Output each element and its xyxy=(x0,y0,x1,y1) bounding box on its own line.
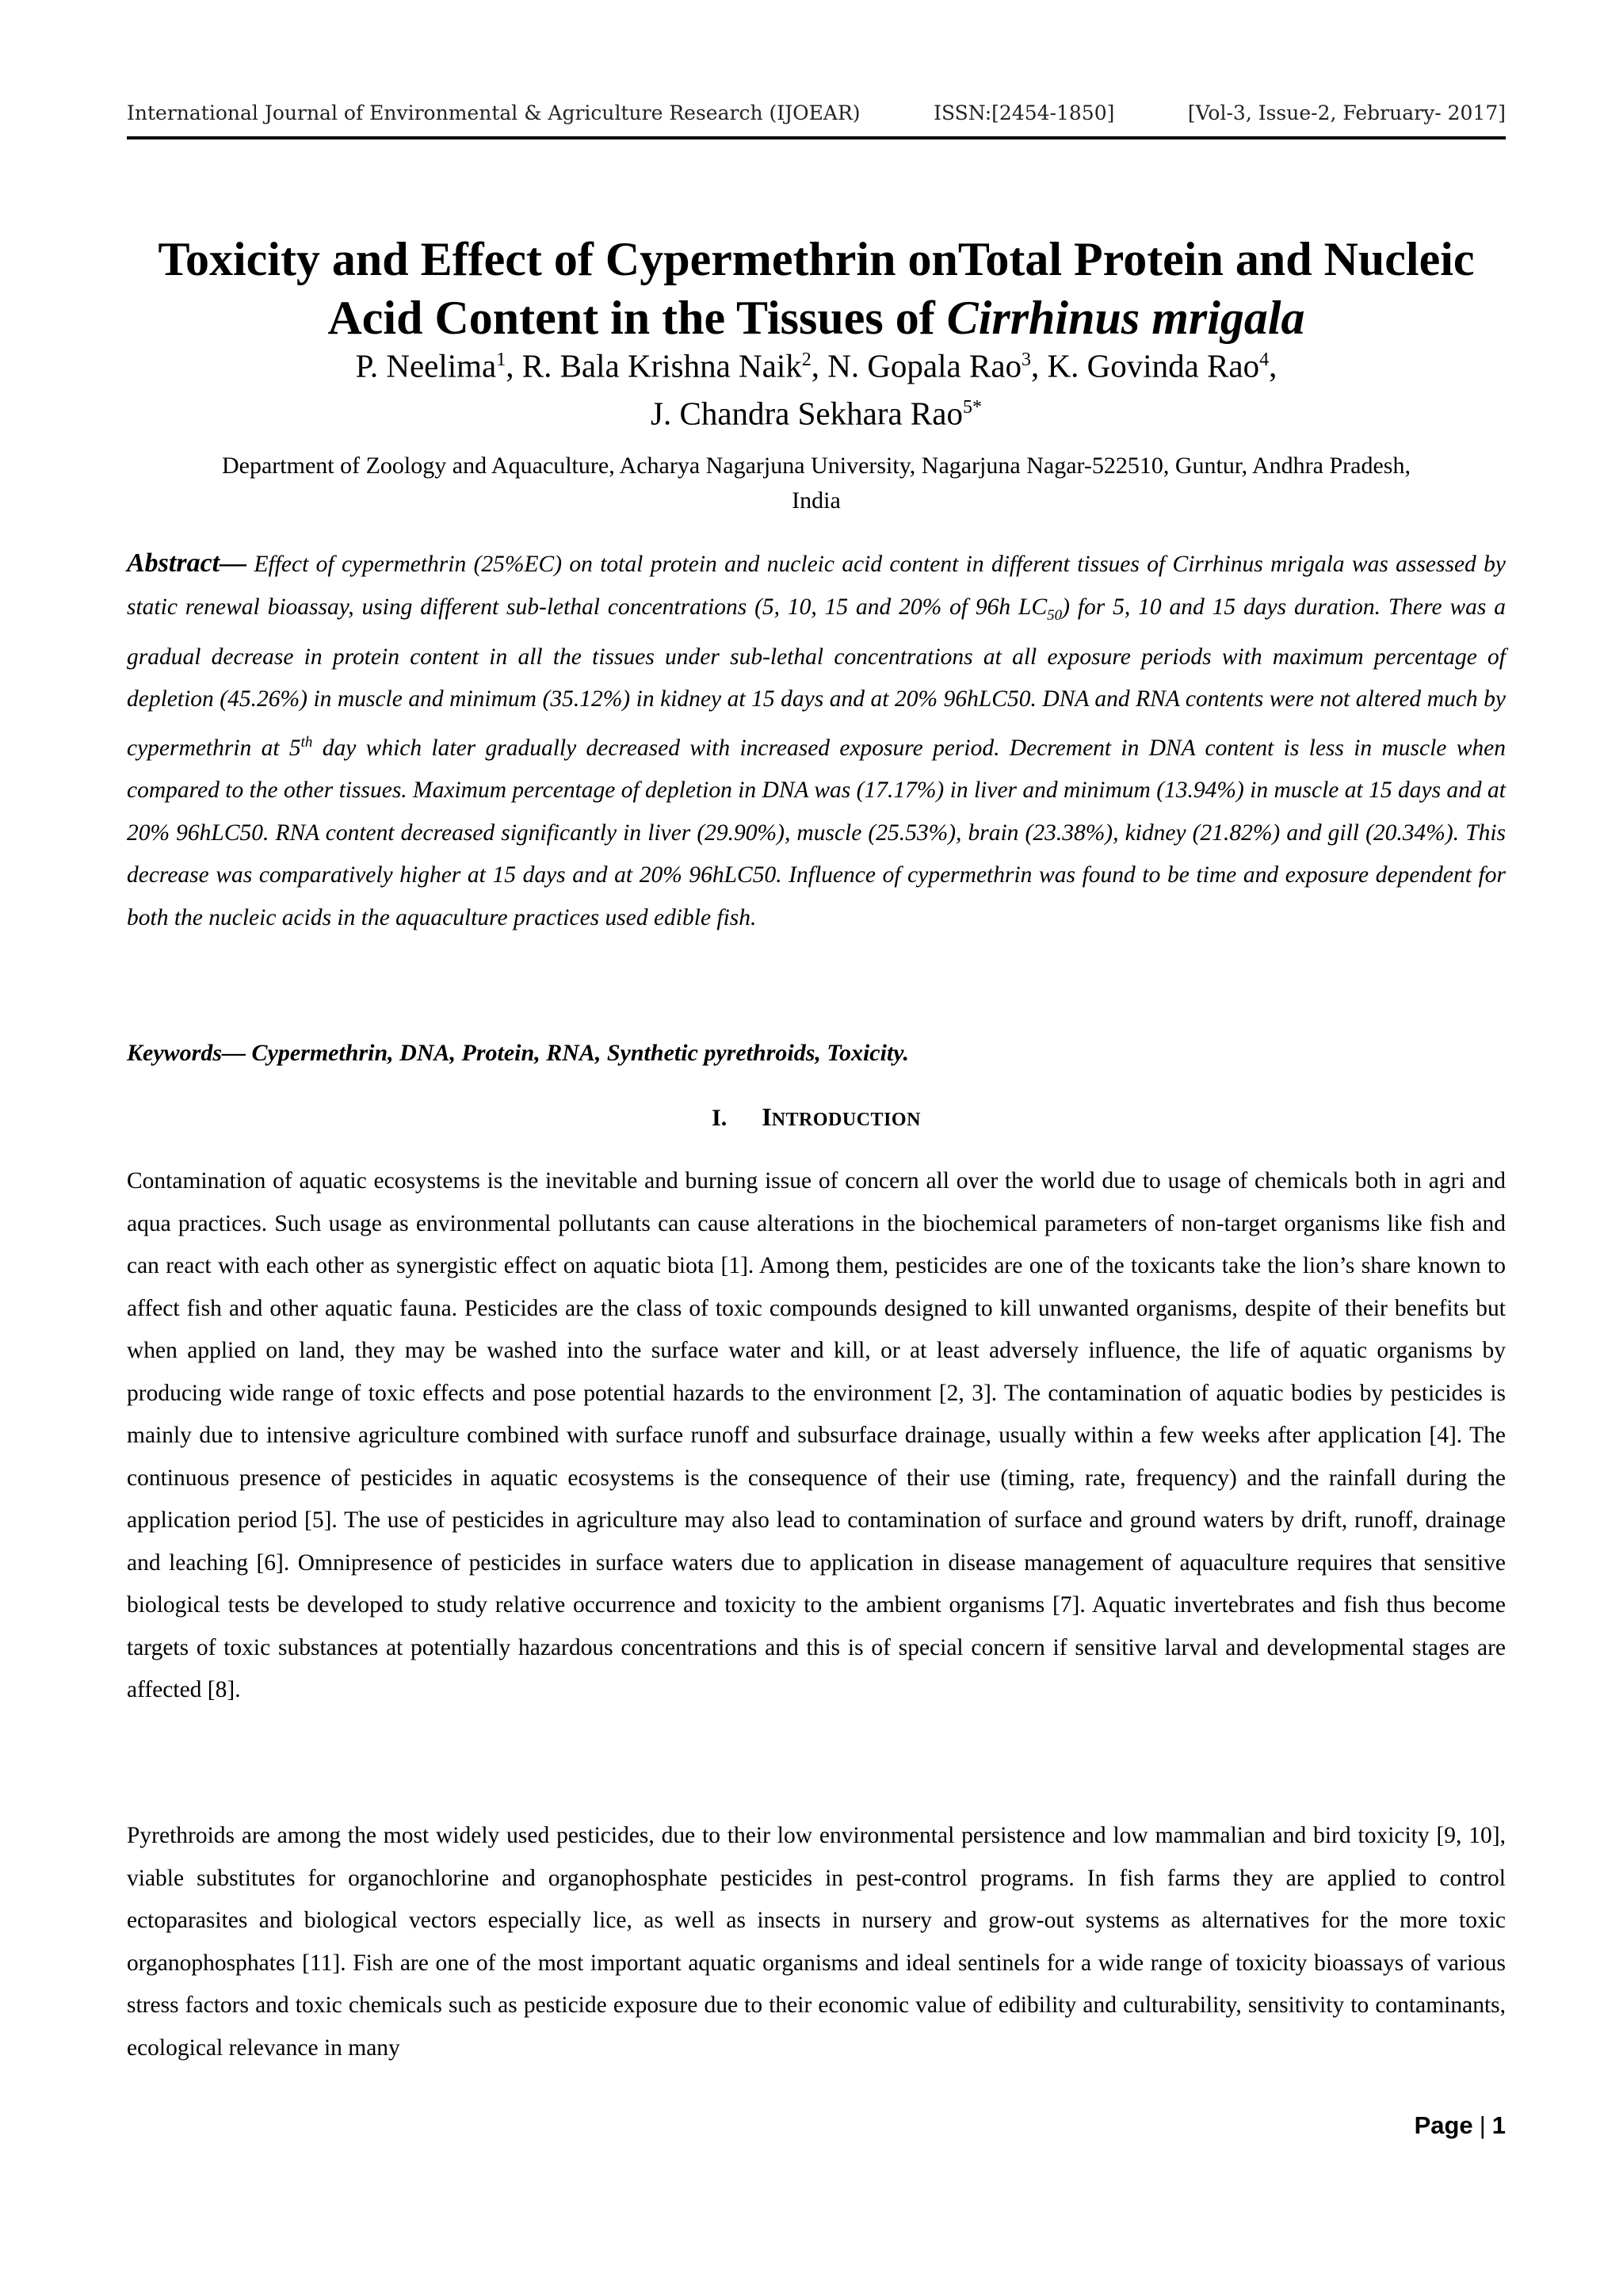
affiliation-line-1: Department of Zoology and Aquaculture, Acharya Nagarjuna University, Nagarjuna Nagar-522510, Guntur, Andhra Pradesh, xyxy=(222,453,1411,479)
issn: ISSN:[2454-1850] xyxy=(934,101,1115,124)
title-species: Cirrhinus mrigala xyxy=(946,292,1305,344)
author-1: P. Neelima xyxy=(355,347,497,384)
abstract-text-1: Effect of cypermethrin (25%EC) on total protein and nucleic acid content in different tissues of Cirrhinus mrigala was assessed by static renewal bioassay, using different sub-lethal concentrations (5, 10, 15 and 20% of 96h LC xyxy=(127,552,1506,620)
author-1-affil: 1 xyxy=(496,350,506,370)
header-rule xyxy=(127,136,1506,139)
page-label: Page xyxy=(1414,2111,1473,2139)
abstract-sub-50: 50 xyxy=(1047,606,1063,624)
body-paragraph-2: Pyrethroids are among the most widely used pesticides, due to their low environmental persistence and low mammalian and bird toxicity [9, 10], viable substitutes for organochlorine and organophosphate pesticides in pest-control programs. In fish farms they are applied to control ectoparasites and biological vectors especially lice, as well as insects in nursery and grow-out systems as alternatives for the more toxic organophosphates [11]. Fish are one of the most important aquatic organisms and ideal sentinels for a wide range of toxicity bioassays of various stress factors and toxic chemicals such as pesticide exposure due to their economic value of edibility and culturability, sensitivity to contaminants, ecological relevance in many xyxy=(127,1823,1506,2061)
author-2-affil: 2 xyxy=(801,350,812,370)
title-line-2: Acid Content in the Tissues of xyxy=(327,292,947,344)
affiliation-line-2: India xyxy=(792,487,841,514)
section-heading-introduction xyxy=(127,1102,1506,1132)
volume-issue: [Vol-3, Issue-2, February- 2017] xyxy=(1187,101,1506,124)
abstract-text-2: ) for 5, 10 and 15 days duration. There was a gradual decrease in protein content in all the tissues under sub-lethal concentrations at all exposure periods with maximum percentage of depletion (45.26%) in muscle and minimum (35.12%) in kidney at 15 days and at 20% 96hLC50. DNA and RNA contents were not altered much by cypermethrin at 5 xyxy=(127,594,1506,761)
body-paragraph-1: Contamination of aquatic ecosystems is the inevitable and burning issue of concern all over the world due to usage of chemicals both in agri and aqua practices. Such usage as environmental pollutants can cause alterations in the biochemical parameters of non-target organisms like fish and can react with each other as synergistic effect on aquatic biota [1]. Among them, pesticides are one of the toxicants take the lion’s share known to affect fish and other aquatic fauna. Pesticides are the class of toxic compounds designed to kill unwanted organisms, despite of their benefits but when applied on land, they may be washed into the surface water and kill, or at least adversely influence, the life of aquatic organisms by producing wide range of toxic effects and pose potential hazards to the environment [2, 3]. The contamination of aquatic bodies by pesticides is mainly due to intensive agriculture combined with surface runoff and subsurface drainage, usually within a few weeks after application [4]. The continuous presence of pesticides in aquatic ecosystems is the consequence of their use (timing, rate, frequency) and the rainfall during the application period [5]. The use of pesticides in agriculture may also lead to contamination of surface and ground waters by drift, runoff, drainage and leaching [6]. Omnipresence of pesticides in surface waters due to application in disease management of aquaculture requires that sensitive biological tests be developed to study relative occurrence and toxicity to the ambient organisms [7]. Aquatic invertebrates and fish thus become targets of toxic substances at potentially hazardous concentrations and this is of special concern if sensitive larval and developmental stages are affected [8]. xyxy=(127,1168,1506,1702)
author-5-affil: 5* xyxy=(962,396,982,418)
running-header xyxy=(127,101,1506,124)
author-4-affil: 4 xyxy=(1259,350,1270,370)
section-title-rest: NTRODUCTION xyxy=(771,1110,921,1130)
abstract-label: Abstract— xyxy=(127,548,247,578)
abstract xyxy=(127,542,1506,939)
abstract-sup-th: th xyxy=(300,733,313,751)
affiliation xyxy=(127,449,1506,518)
page-number: 1 xyxy=(1491,2111,1506,2139)
page-footer xyxy=(1415,2111,1506,2140)
section-number: I. xyxy=(712,1105,727,1131)
author-3: , N. Gopala Rao xyxy=(811,347,1022,384)
author-3-affil: 3 xyxy=(1022,350,1032,370)
author-5: J. Chandra Sekhara Rao xyxy=(651,395,963,432)
section-initial: I xyxy=(762,1102,772,1131)
author-2: , R. Bala Krishna Naik xyxy=(506,347,802,384)
abstract-text-3: day which later gradually decreased with increased exposure period. Decrement in DNA content is less in muscle when compared to the other tissues. Maximum percentage of depletion in DNA was (17.17%) in liver and minimum (13.94%) in muscle at 15 days and at 20% 96hLC50. RNA content decreased significantly in liver (29.90%), muscle (25.53%), brain (23.38%), kidney (21.82%) and gill (20.34%). This decrease was comparatively higher at 15 days and at 20% 96hLC50. Influence of cypermethrin was found to be time and exposure dependent for both the nucleic acids in the aquaculture practices used edible fish. xyxy=(127,735,1506,930)
paper-title xyxy=(127,230,1506,347)
title-line-1: Toxicity and Effect of Cypermethrin onTotal Protein and Nucleic xyxy=(158,233,1475,285)
keywords: Keywords— Cypermethrin, DNA, Protein, RNA, Synthetic pyrethroids, Toxicity. xyxy=(127,1040,909,1066)
author-list xyxy=(127,339,1506,434)
author-4: , K. Govinda Rao xyxy=(1031,347,1260,384)
page-separator: | xyxy=(1479,2111,1486,2139)
journal-name: International Journal of Environmental & Agriculture Research (IJOEAR) xyxy=(127,101,861,124)
author-4-tail: , xyxy=(1269,347,1277,384)
